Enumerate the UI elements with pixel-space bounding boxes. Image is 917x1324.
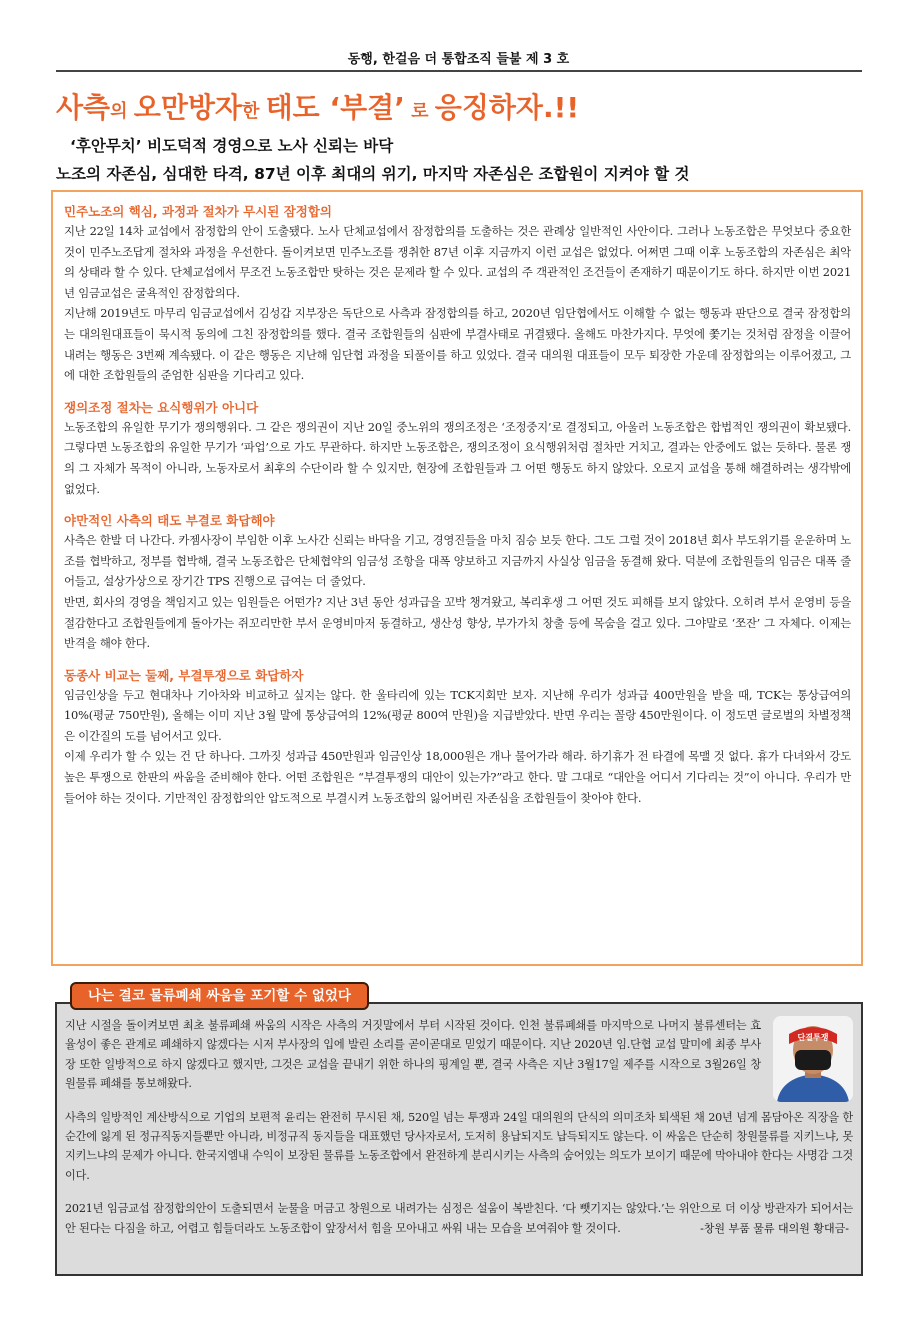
column-box [55,1002,863,1276]
article-paragraph: 이제 우리가 할 수 있는 건 단 하나다. 그까짓 성과급 450만원과 임금인상 18,000원은 개나 물어가라 해라. 하기휴가 전 타결에 목맬 것 없다. 휴가 다녀와서 강도 높은 투쟁으로 한판의 싸움을 준비해야 한다. 어떤 조합원은 “부결투쟁의 대안이 있는가?”라고 한다. 말 그대로 “대안을 어디서 기다리는 것”이 아니다. 우리가 만들어야 하는 것이다. 기만적인 잠정합의안 압도적으로 부결시켜 노동조합의 잃어버린 자존심을 조합원들이 찾아야 한다. [64,749,851,805]
header-divider [56,70,862,72]
column-paragraph: 지난 시절을 돌이켜보면 최초 불류폐쇄 싸움의 시작은 사측의 거짓말에서 부터 시작된 것이다. 인천 불류폐쇄를 마지막으로 나머지 불류센터는 효율성이 좋은 관계로 폐쇄하지 않겠다는 시저 부사장의 입에 발린 소리를 곧이곧대로 믿었기 때문이다. 지난 2020년 임.단협 교섭 말미에 최종 부사장 또한 일방적으로 하지 않겠다고 했지만, 그것은 교섭을 끝내기 위한 하나의 핑계일 뿐, 결국 사측은 지난 3월17일 제주를 시작으로 3월26일 창원물류 폐쇄를 통보해왔다. [65,1019,761,1091]
section-heading: 동종사 비교는 둘째, 부결투쟁으로 화답하자 [64,667,304,683]
newsletter-header: 동행, 한걸음 더 통합조직 들불 제 3 호 [347,52,570,67]
section-gap [64,499,851,511]
section-heading: 쟁의조정 절차는 요식행위가 아니다 [64,399,259,415]
article-paragraph: 노동조합의 유일한 무기가 쟁의행위다. 그 같은 쟁의권이 지난 20일 중노위의 쟁의조정은 ‘조정중지’로 결정되고, 아울러 노동조합은 합법적인 쟁의권이 확보됐다. 그렇다면 노동조합의 유일한 무기가 ‘파업’으로 가도 무관하다. 하지만 노동조합은, 쟁의조정이 요식행위처럼 절차만 거치고, 결과는 안중에도 없는 듯하다. 물론 쟁의 그 자체가 목적이 아니라, 노동자로서 최후의 수단이라 할 수 있지만, 현장에 조합원들과 그 어떤 행동도 하지 않았다. 오로지 교섭을 통해 해결하려는 생각밖에 없었다. [64,419,851,496]
article-paragraph: 반면, 회사의 경영을 책임지고 있는 임원들은 어떤가? 지난 3년 동안 성과급을 꼬박 챙겨왔고, 복리후생 그 어떤 것도 피해를 보지 않았다. 오히려 부서 운영비 등을 절감한다고 조합원들에게 돌아가는 쥐꼬리만한 부서 운영비마저 동결하고, 생산성 향상, 부가가치 창출 등에 목숨을 걸고 있다. 그야말로 ‘쪼잔’ 그 자체다. 이제는 반격을 해야 한다. [64,594,851,651]
column-paragraph: 사측의 일방적인 계산방식으로 기업의 보편적 윤리는 완전히 무시된 채, 520일 넘는 투쟁과 24일 대의원의 단식의 의미조차 퇴색된 채 20년 넘게 몸담아온 직장을 한순간에 잃게 된 정규직동지들뿐만 아니라, 비정규직 동지들을 대표했던 당사자로서, 도저히 용납되지도 납득되지도 않는다. 이 싸움은 단순히 창원물류를 지키느냐, 못 지키느냐의 문제가 아니다. 한국지엠내 수익이 보장된 물류를 노동조합에서 완전하게 분리시키는 사측의 숨어있는 의도가 보이기 때문에 막아내야 한다는 사명감 그것이다. [65,1110,853,1182]
paragraph-gap [65,1185,853,1199]
article-paragraph: 임금인상을 두고 현대차나 기아차와 비교하고 싶지는 않다. 한 울타리에 있는 TCK지회만 보자. 지난해 우리가 성과급 400만원을 받을 때, TCK는 통상급여의 10%(평균 750만원), 올해는 이미 지난 3월 말에 통상급여의 12%(평균 800여 만원)을 지급받았다. 반면 우리는 꼴랑 450만원이다. 이 정도면 글로벌의 차별정책은 이간질의 도를 넘어서고 있다. [64,687,851,743]
person-photo [773,1016,853,1102]
paragraph-gap [65,1094,853,1108]
headband-text: 단결투쟁 [797,1033,829,1042]
section-heading: 야만적인 사측의 태도 부결로 화답해야 [64,513,275,529]
article-paragraph: 사측은 한발 더 나간다. 카젬사장이 부임한 이후 노사간 신뢰는 바닥을 기고, 경영진들을 마치 짐승 보듯 한다. 그도 그럴 것이 2018년 회사 부도위기를 운운하며 노조를 협박하고, 정부를 협박해, 결국 노동조합은 단체협약의 임금성 조항을 대폭 양보하고 지금까지 사실상 임금을 동결해 왔다. 덕분에 조합원들의 임금은 대폭 줄어들고, 설상가상으로 장기간 TPS 진행으로 급여는 더 줄었다. [64,533,851,589]
headline-part: 로 [404,101,435,122]
headline-part: 사측 [56,91,111,124]
main-headline [56,86,579,126]
column-signature: -창원 부품 물류 대의원 황대금- [700,1222,849,1236]
headline-part: 태도 ‘부결’ [265,91,405,124]
headline-part: 응징하자.!! [434,91,580,124]
headline-part: 오만방자 [133,91,242,124]
subheadline-2: 노조의 자존심, 심대한 타격, 87년 이후 최대의 위기, 마지막 자존심은 조합원이 지켜야 할 것 [56,165,690,183]
column-title-tab: 나는 결코 물류폐쇄 싸움을 포기할 수 없었다 [70,982,369,1010]
article-box [51,190,863,966]
column-paragraph: 2021년 임금교섭 잠정합의안이 도출되면서 눈물을 머금고 창원으로 내려가는 심정은 설움이 복받친다. ‘다 뺏기지는 않았다.’는 위안으로 더 이상 방관자가 되어서는 안 된다는 다짐을 하고, 어렵고 힘들더라도 노동조합이 앞장서서 힘을 모아내고 싸워 내는 모습을 보여줘야 할 것이다. [65,1202,853,1235]
article-paragraph: 지난해 2019년도 마무리 임금교섭에서 김성갑 지부장은 독단으로 사측과 잠정합의를 하고, 2020년 임단협에서도 이해할 수 없는 행동과 판단으로 결국 잠정합의는 대의원대표들이 묵시적 동의에 그친 잠정합의를 했다. 결국 조합원들의 심판에 부결사태로 귀결됐다. 올해도 마찬가지다. 무엇에 쫓기는 것처럼 잠정을 이끌어 내려는 행동은 3번째 계속됐다. 이 같은 행동은 지난해 임단협 과정을 되풀이를 하고 있었다. 결국 대의원 대표들이 모두 퇴장한 가운데 잠정합의는 이루어졌고, 그에 대한 조합원들의 준엄한 심판을 기다리고 있다. [64,306,851,383]
subheadline-1: ‘후안무치’ 비도덕적 경영으로 노사 신뢰는 바닥 [70,137,394,155]
section-heading: 민주노조의 핵심, 과정과 절차가 무시된 잠정합의 [64,204,333,219]
article-paragraph: 지난 22일 14차 교섭에서 잠정합의 안이 도출됐다. 노사 단체교섭에서 잠정합의를 도출하는 것은 관례상 일반적인 사안이다. 그러나 노동조합은 무엇보다 중요한 것이 민주노조답게 절차와 과정을 우선한다. 돌이켜보면 민주노조를 쟁취한 87년 이후 지금까지 이런 교섭은 없었다. 어쩌면 그때 이후 노동조합의 자존심은 최악의 상태라 할 수 있다. 단체교섭에서 무조건 노동조합만 탓하는 것은 문제라 할 수 있다. 교섭의 주 객관적인 조건들이 존재하기 때문이기도 하다. 하지만 이번 2021년 임금교섭은 굴욕적인 잠정합의다. [64,224,851,300]
person-headband-mask-icon [773,1016,853,1102]
headline-part: 한 [241,101,266,122]
headline-part: 의 [110,101,134,122]
section-gap [64,654,851,666]
section-gap [64,386,851,398]
